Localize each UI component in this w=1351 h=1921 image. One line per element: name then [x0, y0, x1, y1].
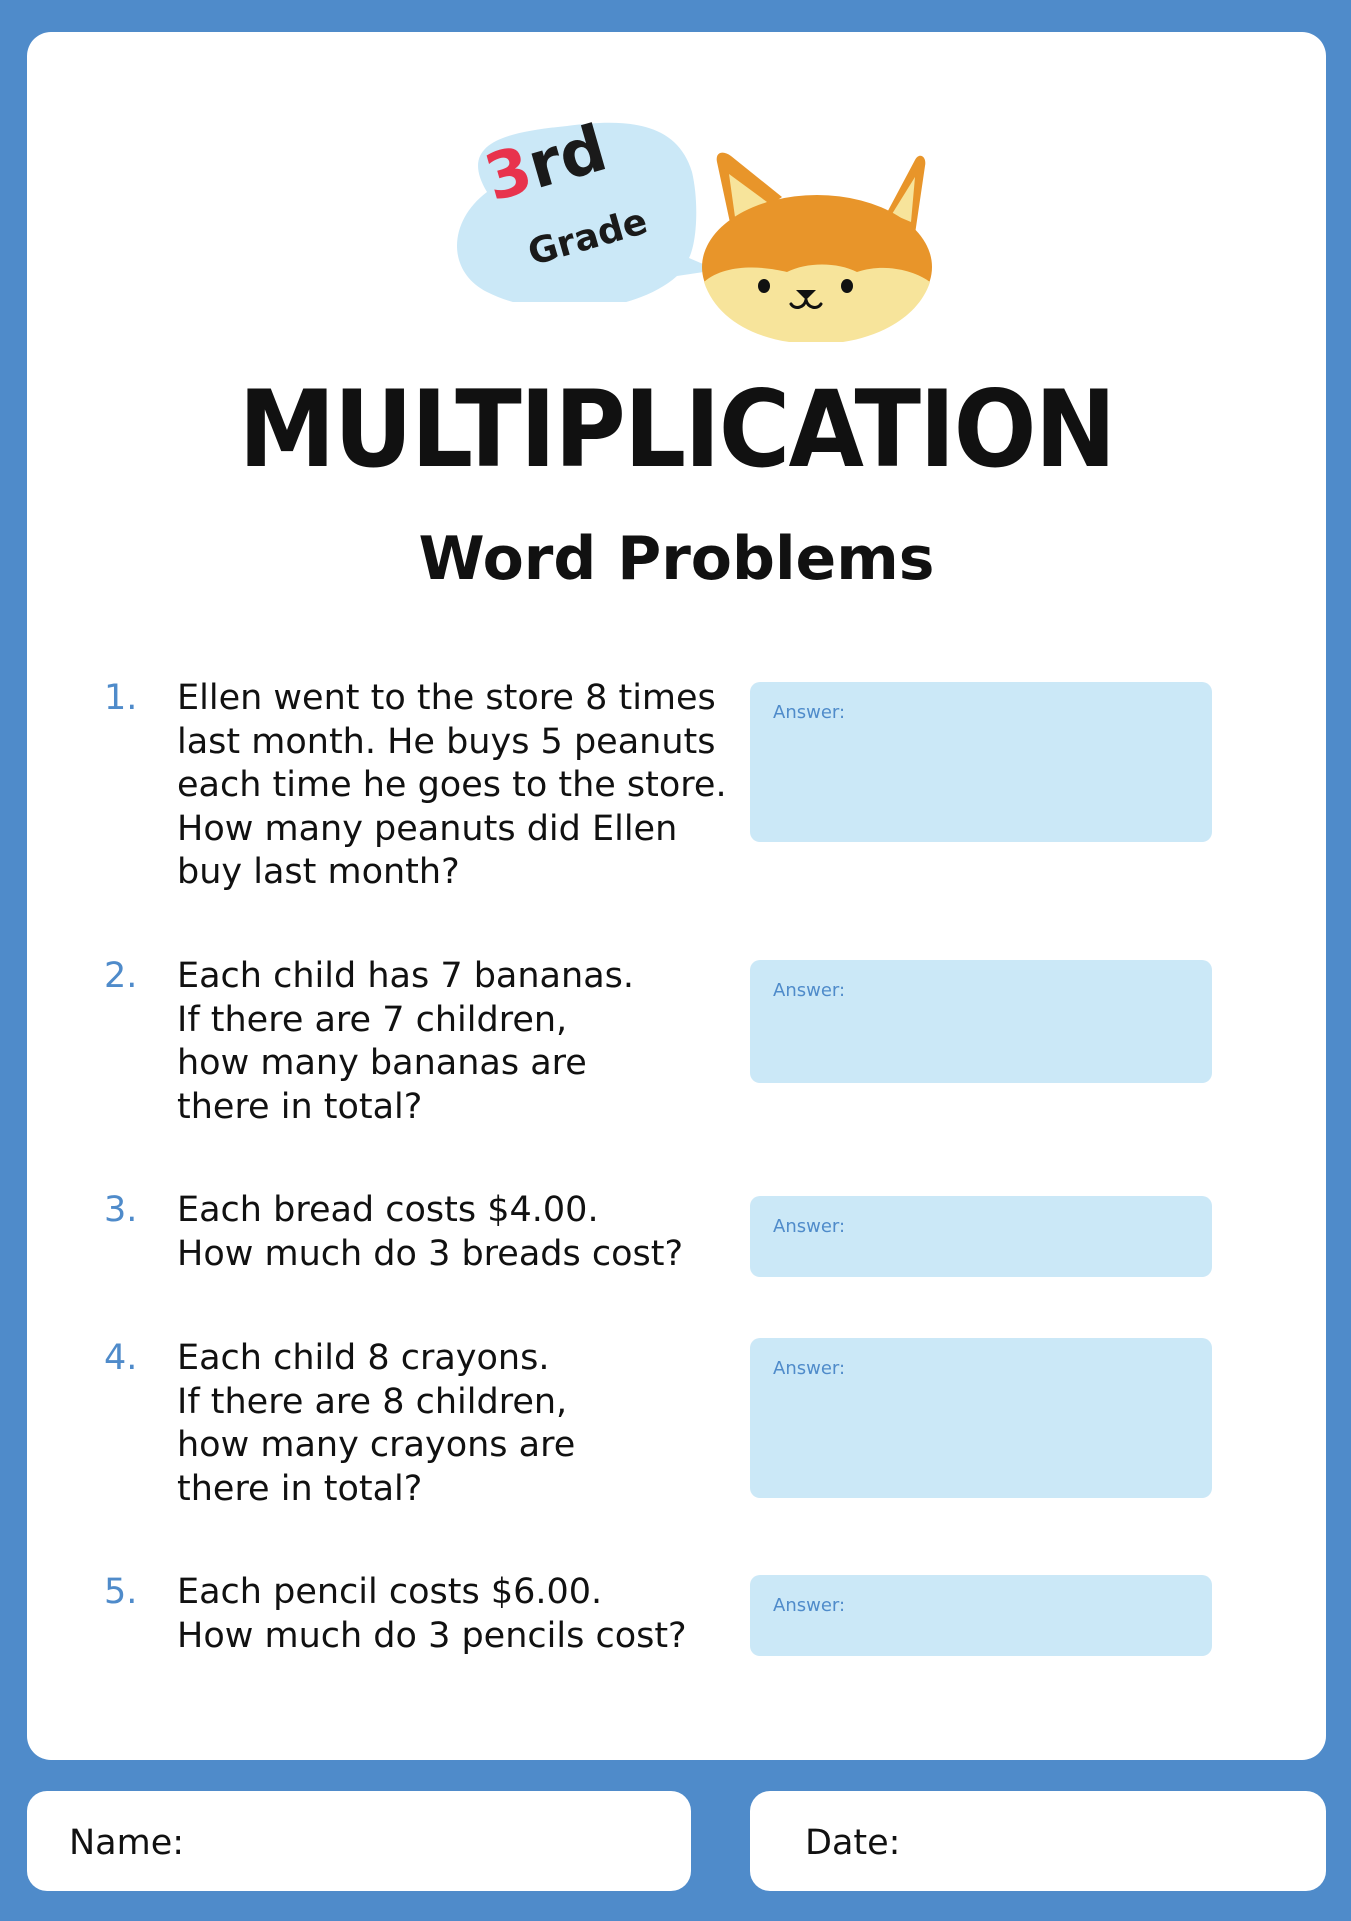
problem-text: Each child 8 crayons. If there are 8 children, how many crayons are there in total? [177, 1338, 576, 1509]
answer-label: Answer: [773, 702, 846, 723]
page-subtitle: Word Problems [418, 524, 935, 594]
problem-number: 1. [104, 678, 138, 718]
answer-label: Answer: [773, 980, 846, 1001]
problem-text: Each child has 7 bananas. If there are 7 children, how many bananas are there in total? [177, 956, 634, 1127]
name-field[interactable] [27, 1791, 691, 1891]
date-field[interactable] [750, 1791, 1326, 1891]
badge-grade-word: Grade [523, 201, 652, 275]
badge-grade-number: 3rd [477, 111, 615, 217]
problem-text: Each bread costs $4.00. How much do 3 breads cost? [177, 1190, 684, 1274]
answer-box-3[interactable] [750, 1196, 1212, 1277]
answer-label: Answer: [773, 1216, 846, 1237]
answer-box-4[interactable] [750, 1338, 1212, 1498]
problem-number: 5. [104, 1572, 138, 1612]
problem-text: Each pencil costs $6.00. How much do 3 pencils cost? [177, 1572, 687, 1656]
problem-number: 2. [104, 956, 138, 996]
answer-box-1[interactable] [750, 682, 1212, 842]
problem-number: 3. [104, 1190, 138, 1230]
answer-box-2[interactable] [750, 960, 1212, 1083]
problem-number: 4. [104, 1338, 138, 1378]
answer-label: Answer: [773, 1595, 846, 1616]
fox-mascot-icon [687, 122, 947, 342]
problem-text: Ellen went to the store 8 times last month. He buys 5 peanuts each time he goes to the store. How many peanuts did Ellen buy last month? [177, 678, 727, 892]
answer-box-5[interactable] [750, 1575, 1212, 1656]
answer-label: Answer: [773, 1358, 846, 1379]
worksheet-sheet [27, 32, 1326, 1760]
date-label: Date: [805, 1823, 901, 1863]
page-title: MULTIPLICATION [238, 368, 1115, 491]
name-label: Name: [69, 1823, 185, 1863]
